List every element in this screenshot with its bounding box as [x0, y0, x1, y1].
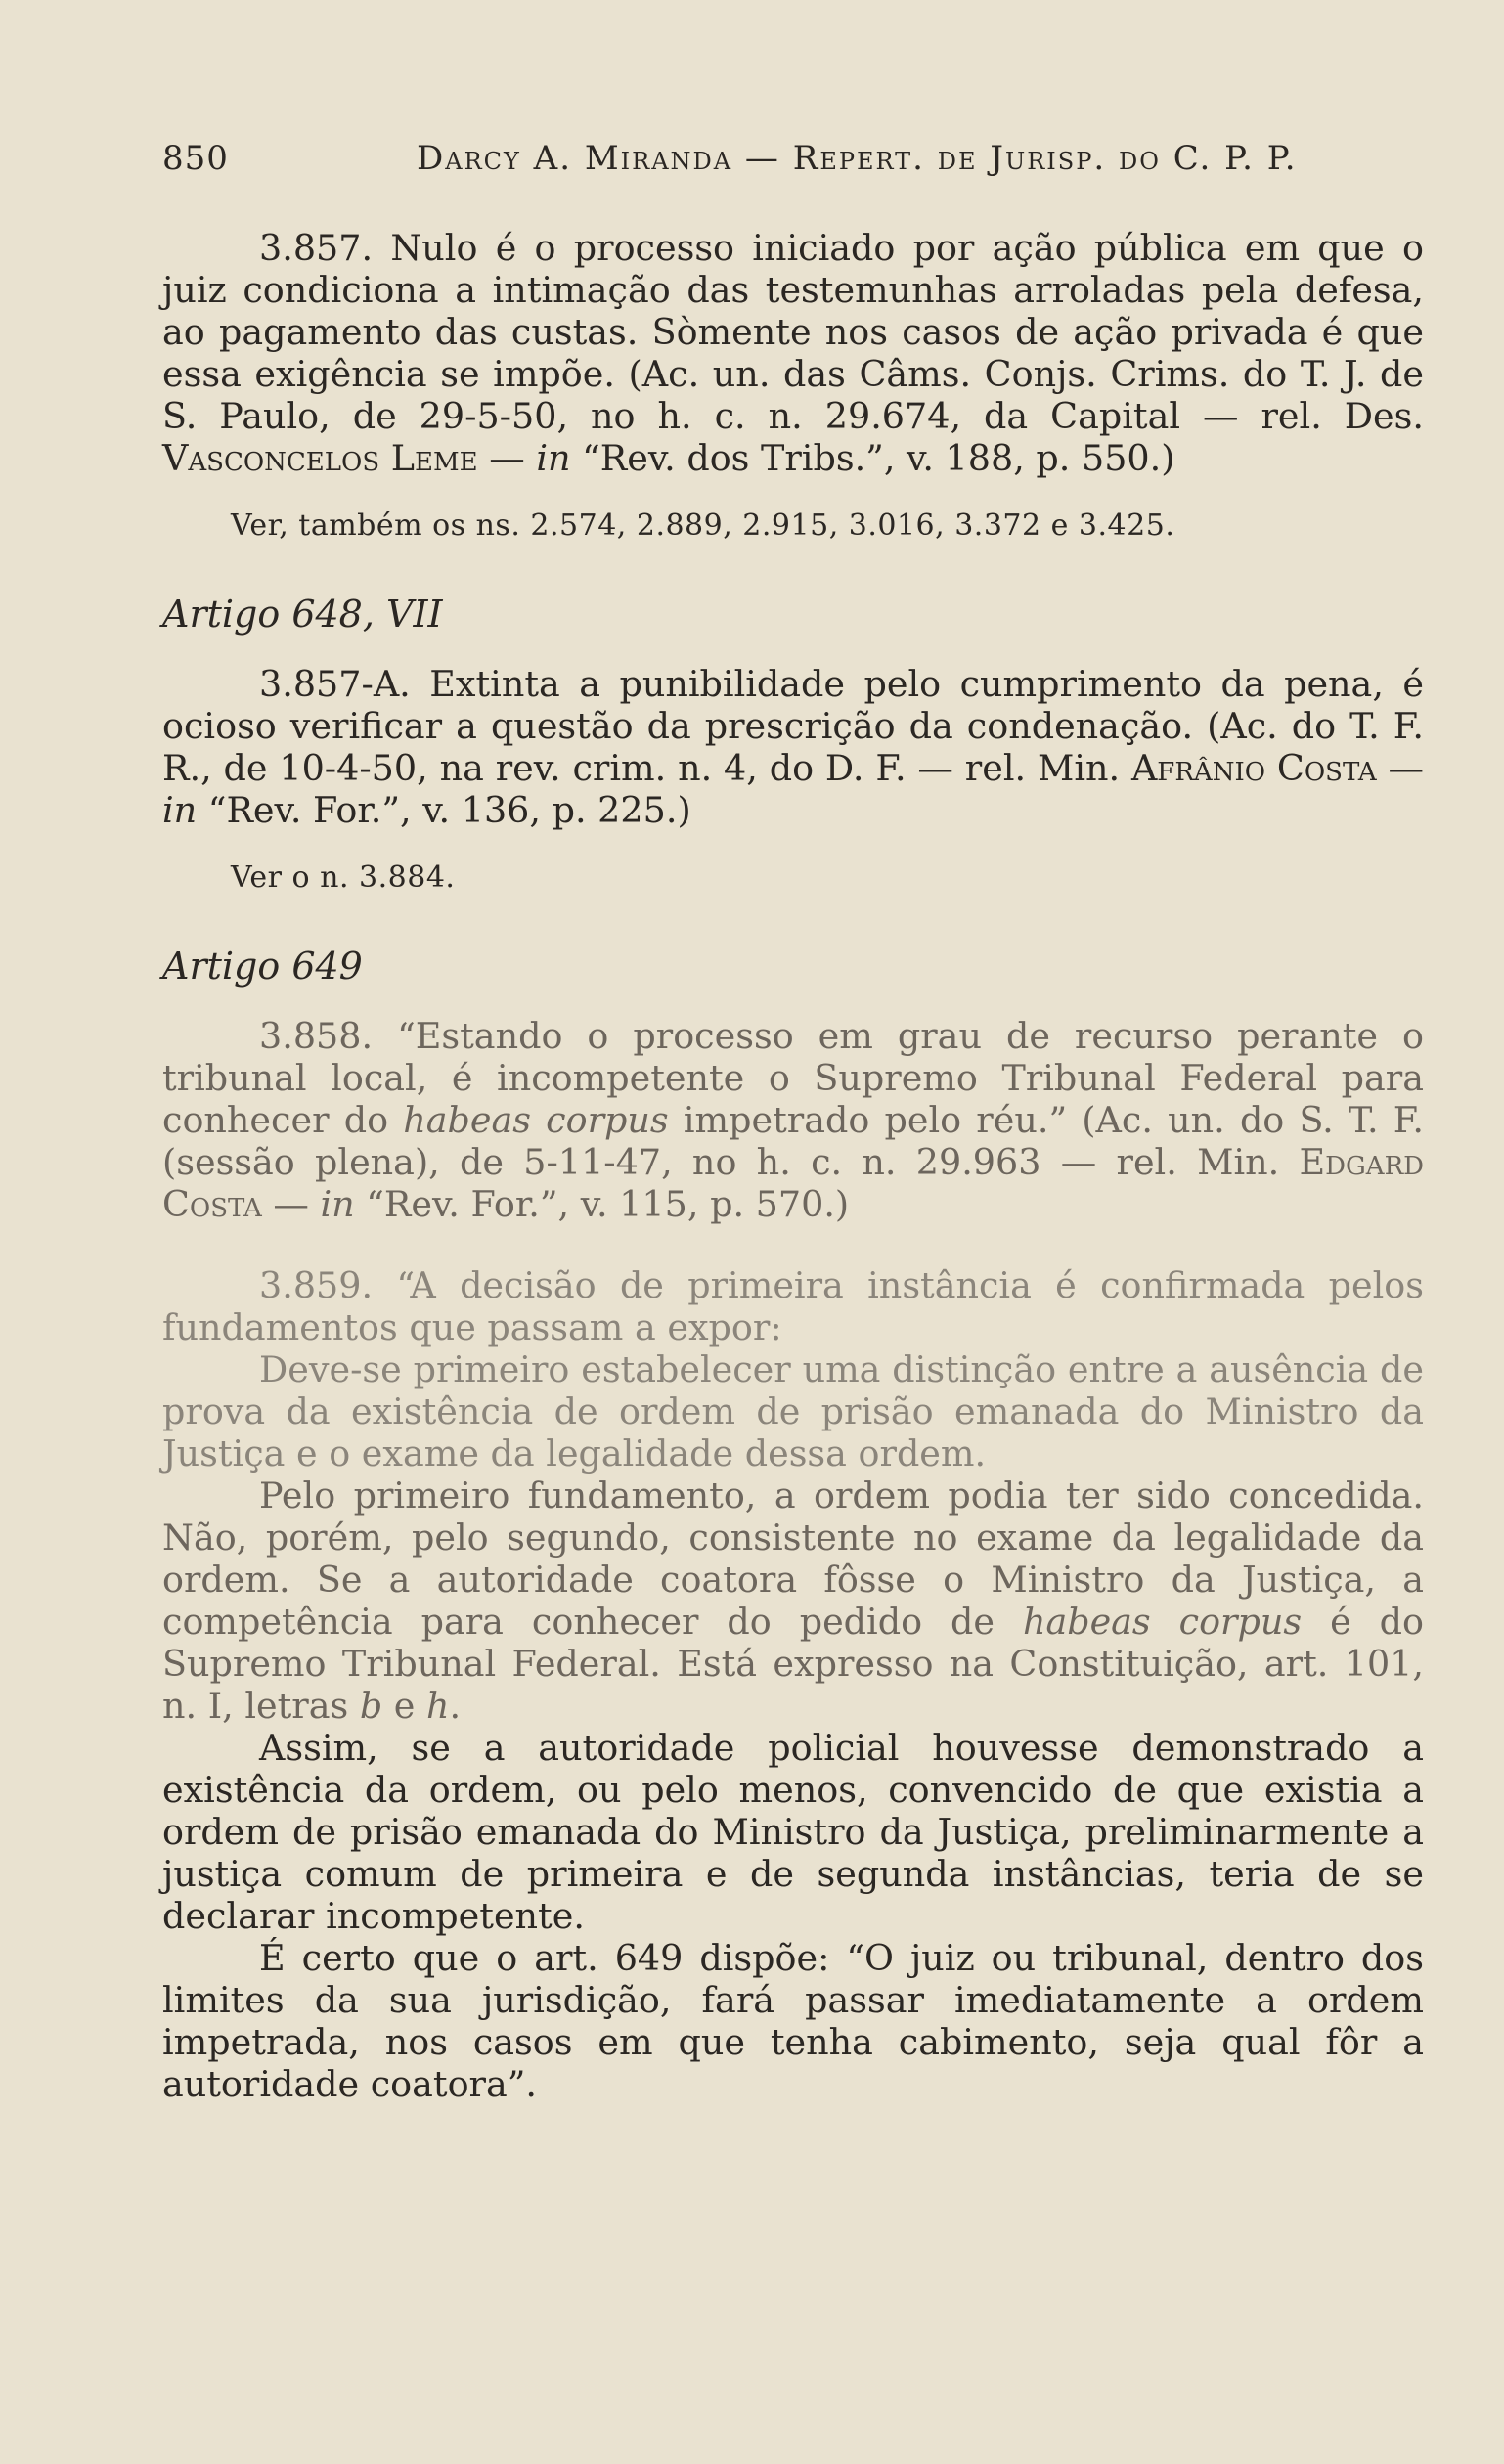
running-title: Darcy A. Miranda — Repert. de Jurisp. do C. P. P.: [417, 139, 1298, 178]
entry-3859: [162, 1264, 1424, 1348]
letter-h: h: [426, 1685, 450, 1727]
paragraph-text: Pelo primeiro fundamento, a ordem podia ter sido concedida. Não, porém, pelo segundo, consistente no exame da legalidade da ordem. Se a autoridade coatora fôsse o Ministro da Justiça, a competência para conhecer do pedido de: [162, 1474, 1424, 1643]
entry-number: 3.857.: [259, 227, 374, 269]
paragraph-1: Deve-se primeiro estabelecer uma distinção entre a ausência de prova da existência de ordem de prisão emanada do Ministro da Justiça e o exame da legalidade dessa ordem.: [162, 1348, 1424, 1474]
entry-number: 3.857-A.: [259, 663, 411, 705]
dash: —: [477, 437, 537, 479]
habeas-corpus: habeas corpus: [1022, 1601, 1303, 1643]
entry-text: “A decisão de primeira instância é confirmada pelos fundamentos que passam a expor:: [162, 1264, 1424, 1348]
page-header: [162, 139, 1434, 182]
in-word: in: [320, 1183, 355, 1225]
paragraph-3: Assim, se a autoridade policial houvesse demonstrado a existência da ordem, ou pelo menos, convencido de que existia a ordem de prisão emanada do Ministro da Justiça, preliminarmente a justiça comum de primeira e de segunda instâncias, teria de se declarar incompetente.: [162, 1727, 1424, 1937]
judge-name: Vasconcelos Leme: [162, 437, 478, 479]
paragraph-2: [162, 1474, 1424, 1727]
entry-text: impetrado pelo réu.” (Ac. un. do S. T. F. (sessão plena), de 5-11-47, no h. c. n. 29.963 — rel. Min.: [162, 1099, 1424, 1183]
see-also-3857: Ver, também os ns. 2.574, 2.889, 2.915, 3.016, 3.372 e 3.425.: [231, 508, 1175, 543]
entry-text: Extinta a punibilidade pelo cumprimento da pena, é ocioso verificar a questão da prescrição da condenação. (Ac. do T. F. R., de 10-4-50, na rev. crim. n. 4, do D. F. — rel. Min.: [162, 663, 1424, 789]
letter-b: b: [359, 1685, 383, 1727]
citation: “Rev. For.”, v. 136, p. 225.): [197, 789, 691, 831]
habeas-corpus: habeas corpus: [403, 1099, 669, 1141]
paragraph-4: É certo que o art. 649 dispõe: “O juiz ou tribunal, dentro dos limites da sua jurisdição, fará passar imediatamente a ordem impetrada, nos casos em que tenha cabimento, seja qual fôr a autoridade coatora”.: [162, 1937, 1424, 2105]
see-also-3857a: Ver o n. 3.884.: [231, 860, 456, 895]
period: .: [449, 1685, 462, 1727]
entry-3857a: [162, 663, 1424, 831]
page-body: [162, 227, 1424, 2105]
page-number: 850: [162, 139, 229, 178]
entry-3858: [162, 1015, 1424, 1225]
entry-number: 3.858.: [259, 1015, 374, 1057]
citation: “Rev. dos Tribs.”, v. 188, p. 550.): [570, 437, 1175, 479]
article-heading-649: Artigo 649: [162, 945, 363, 988]
in-word: in: [162, 789, 198, 831]
entry-text: “Estando o processo em grau de recurso perante o tribunal local, é incompetente o Supremo Tribunal Federal para conhecer do: [162, 1015, 1424, 1141]
dash: —: [1376, 747, 1424, 789]
entry-number: 3.859.: [259, 1264, 374, 1306]
judge-name: Afrânio Costa: [1130, 747, 1377, 789]
entry-text: Nulo é o processo iniciado por ação pública em que o juiz condiciona a intimação das testemunhas arroladas pela defesa, ao pagamento das custas. Sòmente nos casos de ação privada é que essa exigência se impõe. (Ac. un. das Câms. Conjs. Crims. do T. J. de S. Paulo, de 29-5-50, no h. c. n. 29.674, da Capital — rel. Des.: [162, 227, 1424, 437]
article-heading-648: Artigo 648, VII: [162, 593, 443, 636]
dash: —: [261, 1183, 321, 1225]
entry-3857: [162, 227, 1424, 479]
judge-name: Edgard Costa: [162, 1141, 1424, 1225]
conjunction: e: [382, 1685, 427, 1727]
in-word: in: [536, 437, 571, 479]
citation: “Rev. For.”, v. 115, p. 570.): [354, 1183, 850, 1225]
paragraph-text: é do Supremo Tribunal Federal. Está expresso na Constituição, art. 101, n. I, letras: [162, 1601, 1424, 1727]
